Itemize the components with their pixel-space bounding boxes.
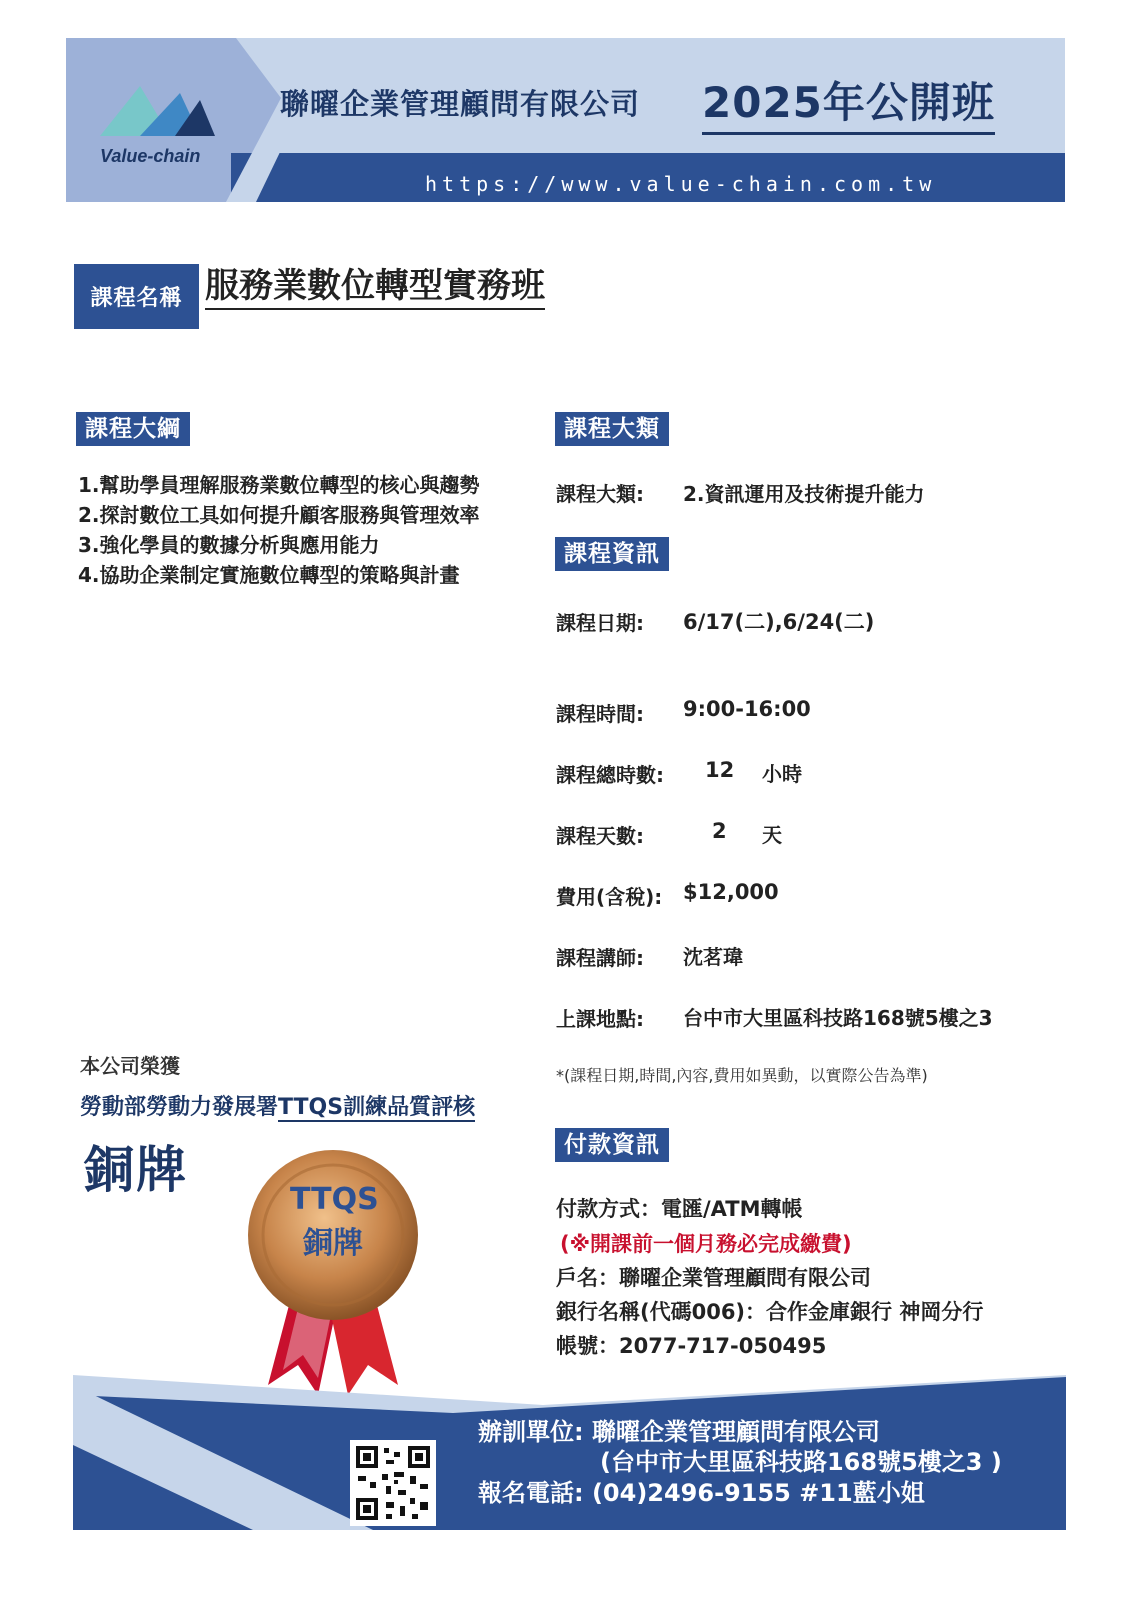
category-key: 課程大類: [556, 482, 644, 506]
website-url[interactable]: https://www.value-chain.com.tw [425, 172, 937, 196]
outline-item: 4.協助企業制定實施數位轉型的策略與計畫 [78, 563, 460, 587]
hours-unit: 小時 [762, 762, 802, 786]
footer-organizer: 辦訓單位: 聯曜企業管理顧問有限公司 [478, 1418, 880, 1446]
year-title: 2025年公開班 [702, 70, 995, 135]
outline-item: 3.強化學員的數據分析與應用能力 [78, 533, 380, 557]
medal-bronze-text: 銅牌 [303, 1226, 363, 1261]
qr-code-icon[interactable] [350, 1440, 436, 1526]
date-value: 6/17(二),6/24(二) [683, 610, 875, 634]
outline-label: 課程大綱 [76, 412, 190, 446]
category-label: 課程大類 [555, 412, 669, 446]
account-name: 戶名：聯曜企業管理顧問有限公司 [556, 1266, 871, 1290]
days-unit: 天 [762, 823, 782, 847]
teacher-value: 沈茗瑋 [683, 945, 743, 969]
fee-value: $12,000 [683, 880, 779, 904]
days-key: 課程天數: [556, 824, 644, 848]
company-title: 聯曜企業管理顧問有限公司 [280, 87, 641, 121]
location-value: 台中市大里區科技路168號5樓之3 [683, 1006, 993, 1030]
honor-intro: 本公司榮獲 [80, 1054, 180, 1078]
days-value: 2 [712, 819, 727, 843]
logo-text: Value-chain [100, 146, 201, 166]
location-key: 上課地點: [556, 1007, 644, 1031]
outline-list [78, 470, 518, 590]
teacher-key: 課程講師: [556, 946, 644, 970]
account-number: 帳號：2077-717-050495 [556, 1334, 827, 1358]
payment-method: 付款方式：電匯/ATM轉帳 [556, 1197, 803, 1221]
disclaimer-note: *(課程日期,時間,內容,費用如異動，以實際公告為準) [556, 1066, 928, 1085]
category-value: 2.資訊運用及技術提升能力 [683, 482, 925, 506]
time-value: 9:00-16:00 [683, 697, 811, 721]
bank-name: 銀行名稱(代碼006)：合作金庫銀行 神岡分行 [556, 1300, 984, 1324]
info-label: 課程資訊 [555, 537, 669, 571]
bronze-title: 銅牌 [84, 1141, 188, 1199]
payment-label: 付款資訊 [555, 1128, 669, 1162]
outline-item: 1.幫助學員理解服務業數位轉型的核心與趨勢 [78, 473, 480, 497]
honor-award [80, 1090, 475, 1121]
medal-ttqs-text: TTQS [290, 1182, 379, 1217]
course-title: 服務業數位轉型實務班 [205, 264, 545, 310]
honor-org: 勞動部勞動力發展署 [80, 1095, 279, 1120]
time-key: 課程時間: [556, 702, 644, 726]
hours-key: 課程總時數: [556, 763, 664, 787]
course-name-label: 課程名稱 [74, 264, 199, 329]
hours-value: 12 [705, 758, 735, 782]
outline-item: 2.探討數位工具如何提升顧客服務與管理效率 [78, 503, 480, 527]
fee-key: 費用(含稅): [556, 885, 663, 909]
payment-deadline-note: (※開課前一個月務必完成繳費) [560, 1232, 852, 1256]
footer-address: (台中市大里區科技路168號5樓之3 ) [600, 1448, 1002, 1476]
footer-phone: 報名電話: (04)2496-9155 #11藍小姐 [478, 1479, 925, 1507]
value-chain-logo-icon [95, 78, 225, 148]
date-key: 課程日期: [556, 611, 644, 635]
honor-ttqs: TTQS訓練品質評核 [278, 1095, 476, 1120]
